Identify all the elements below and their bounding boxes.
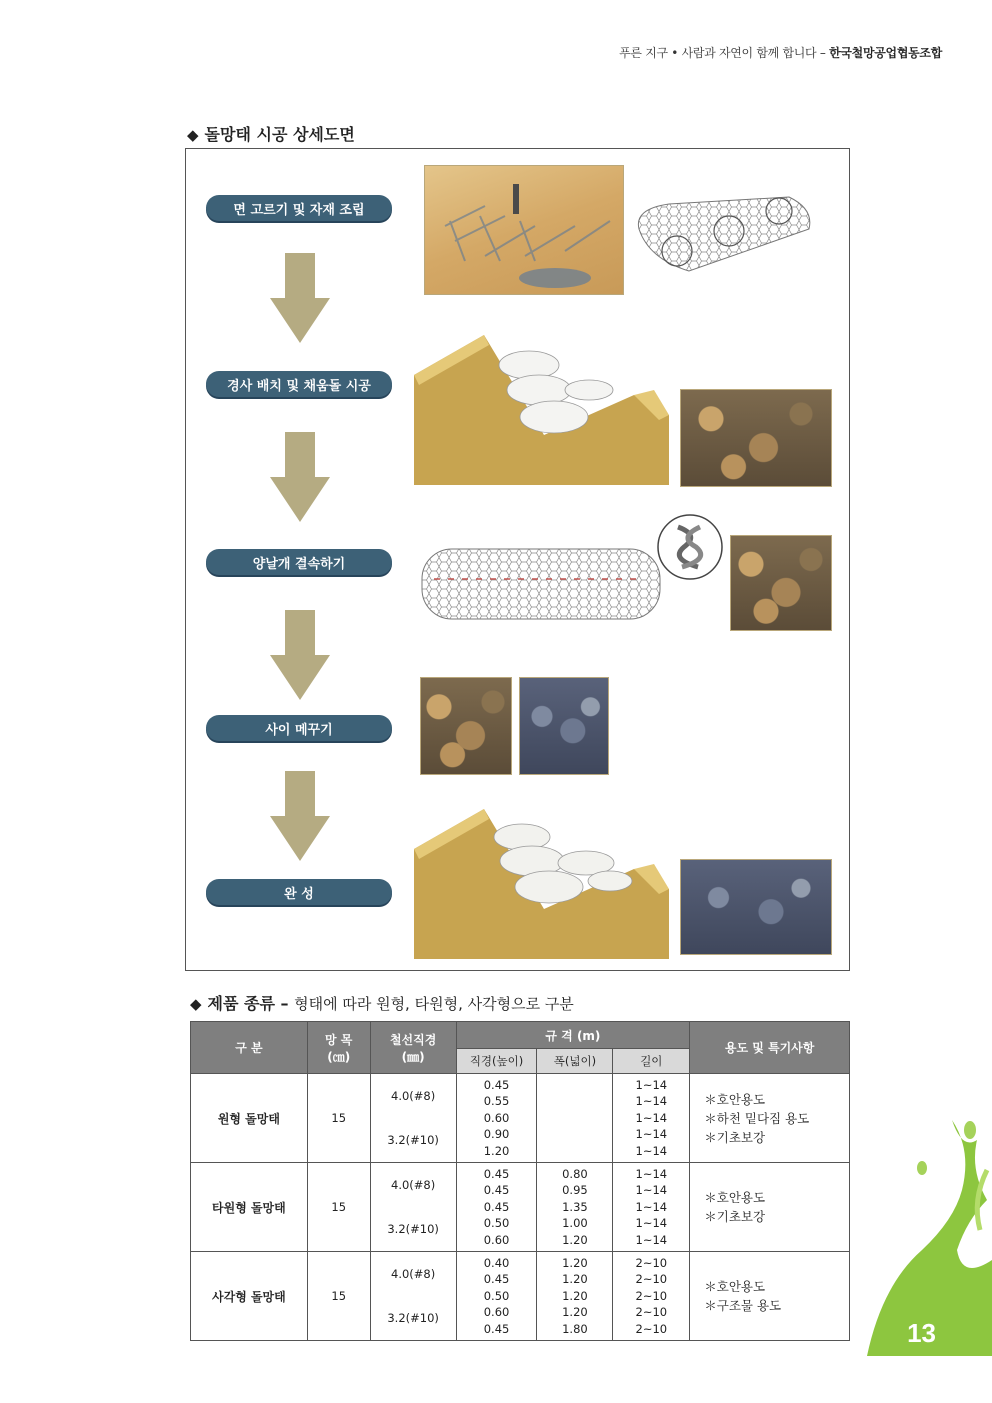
header-usage: 용도 및 특기사항 [690, 1022, 850, 1074]
row-diameter: 0.40 0.45 0.50 0.60 0.45 [456, 1252, 537, 1341]
wire-twist-detail-icon [656, 513, 724, 581]
photo-slope-gabion [680, 389, 832, 487]
header-wire: 철선직경 (㎜) [370, 1022, 456, 1074]
section2-title: 제품 종류 [207, 994, 275, 1013]
slope-gabion-illustration [414, 335, 674, 485]
row-usage: ＊호안용도 ＊구조물 용도 [690, 1252, 850, 1341]
row-width [537, 1074, 613, 1163]
diamond-bullet-icon: ◆ [187, 126, 199, 144]
row-width: 1.20 1.20 1.20 1.20 1.80 [537, 1252, 613, 1341]
row-name: 원형 돌망태 [191, 1074, 308, 1163]
header-length: 길이 [613, 1049, 690, 1074]
section1-title: 돌망태 시공 상세도면 [204, 125, 355, 144]
row-mesh: 15 [307, 1163, 370, 1252]
header-org: 한국철망공업협동조합 [829, 46, 942, 60]
down-arrow-icon [270, 610, 330, 700]
section2-dash: – [274, 994, 295, 1013]
row-usage: ＊호안용도 ＊하천 밑다짐 용도 ＊기초보강 [690, 1074, 850, 1163]
section2-subtitle: 형태에 따라 원형, 타원형, 사각형으로 구분 [294, 995, 574, 1013]
row-name: 사각형 돌망태 [191, 1252, 308, 1341]
photo-gap-filling-2 [519, 677, 609, 775]
header-spec: 규 격 (m) [456, 1022, 690, 1049]
row-name: 타원형 돌망태 [191, 1163, 308, 1252]
header-width: 폭(넓이) [537, 1049, 613, 1074]
step-pill-2: 경사 배치 및 채움돌 시공 [206, 371, 392, 397]
row-length: 2~10 2~10 2~10 2~10 2~10 [613, 1252, 690, 1341]
photo-ground-leveling [424, 165, 624, 295]
row-width: 0.80 0.95 1.35 1.00 1.20 [537, 1163, 613, 1252]
construction-diagram [185, 148, 850, 971]
table-row [191, 1252, 850, 1341]
wing-binding-mesh-illustration [419, 544, 665, 624]
section-title-construction [187, 122, 355, 145]
header-category: 구 분 [191, 1022, 308, 1074]
table-row [191, 1074, 850, 1163]
row-mesh: 15 [307, 1074, 370, 1163]
down-arrow-icon [270, 432, 330, 522]
step-pill-5: 완 성 [206, 879, 392, 905]
page-header [619, 44, 942, 61]
header-mesh: 망 목 (㎝) [307, 1022, 370, 1074]
page-number: 13 [907, 1318, 936, 1348]
row-diameter: 0.45 0.45 0.45 0.50 0.60 [456, 1163, 537, 1252]
row-length: 1~14 1~14 1~14 1~14 1~14 [613, 1163, 690, 1252]
header-diameter: 직경(높이) [456, 1049, 537, 1074]
row-length: 1~14 1~14 1~14 1~14 1~14 [613, 1074, 690, 1163]
photo-gap-filling-1 [420, 677, 512, 775]
completed-gabion-illustration [414, 809, 674, 959]
photo-wing-binding [730, 535, 832, 631]
down-arrow-icon [270, 771, 330, 861]
row-usage: ＊호안용도 ＊기초보강 [690, 1163, 850, 1252]
row-wire: 4.0(#8) 3.2(#10) [370, 1252, 456, 1341]
diamond-bullet-icon: ◆ [190, 995, 202, 1013]
step-pill-3: 양날개 결속하기 [206, 549, 392, 575]
step-pill-4: 사이 메꾸기 [206, 715, 392, 741]
table-row [191, 1163, 850, 1252]
header-slogan: 푸른 지구 • 사람과 자연이 함께 합니다 – [619, 46, 826, 60]
row-diameter: 0.45 0.55 0.60 0.90 1.20 [456, 1074, 537, 1163]
photo-completed [680, 859, 832, 955]
row-mesh: 15 [307, 1252, 370, 1341]
section-title-products [190, 991, 574, 1014]
row-wire: 4.0(#8) 3.2(#10) [370, 1074, 456, 1163]
mesh-cylinder-illustration [629, 189, 819, 277]
step-pill-1: 면 고르기 및 자재 조립 [206, 195, 392, 221]
product-spec-table [190, 1021, 850, 1341]
row-wire: 4.0(#8) 3.2(#10) [370, 1163, 456, 1252]
down-arrow-icon [270, 253, 330, 343]
